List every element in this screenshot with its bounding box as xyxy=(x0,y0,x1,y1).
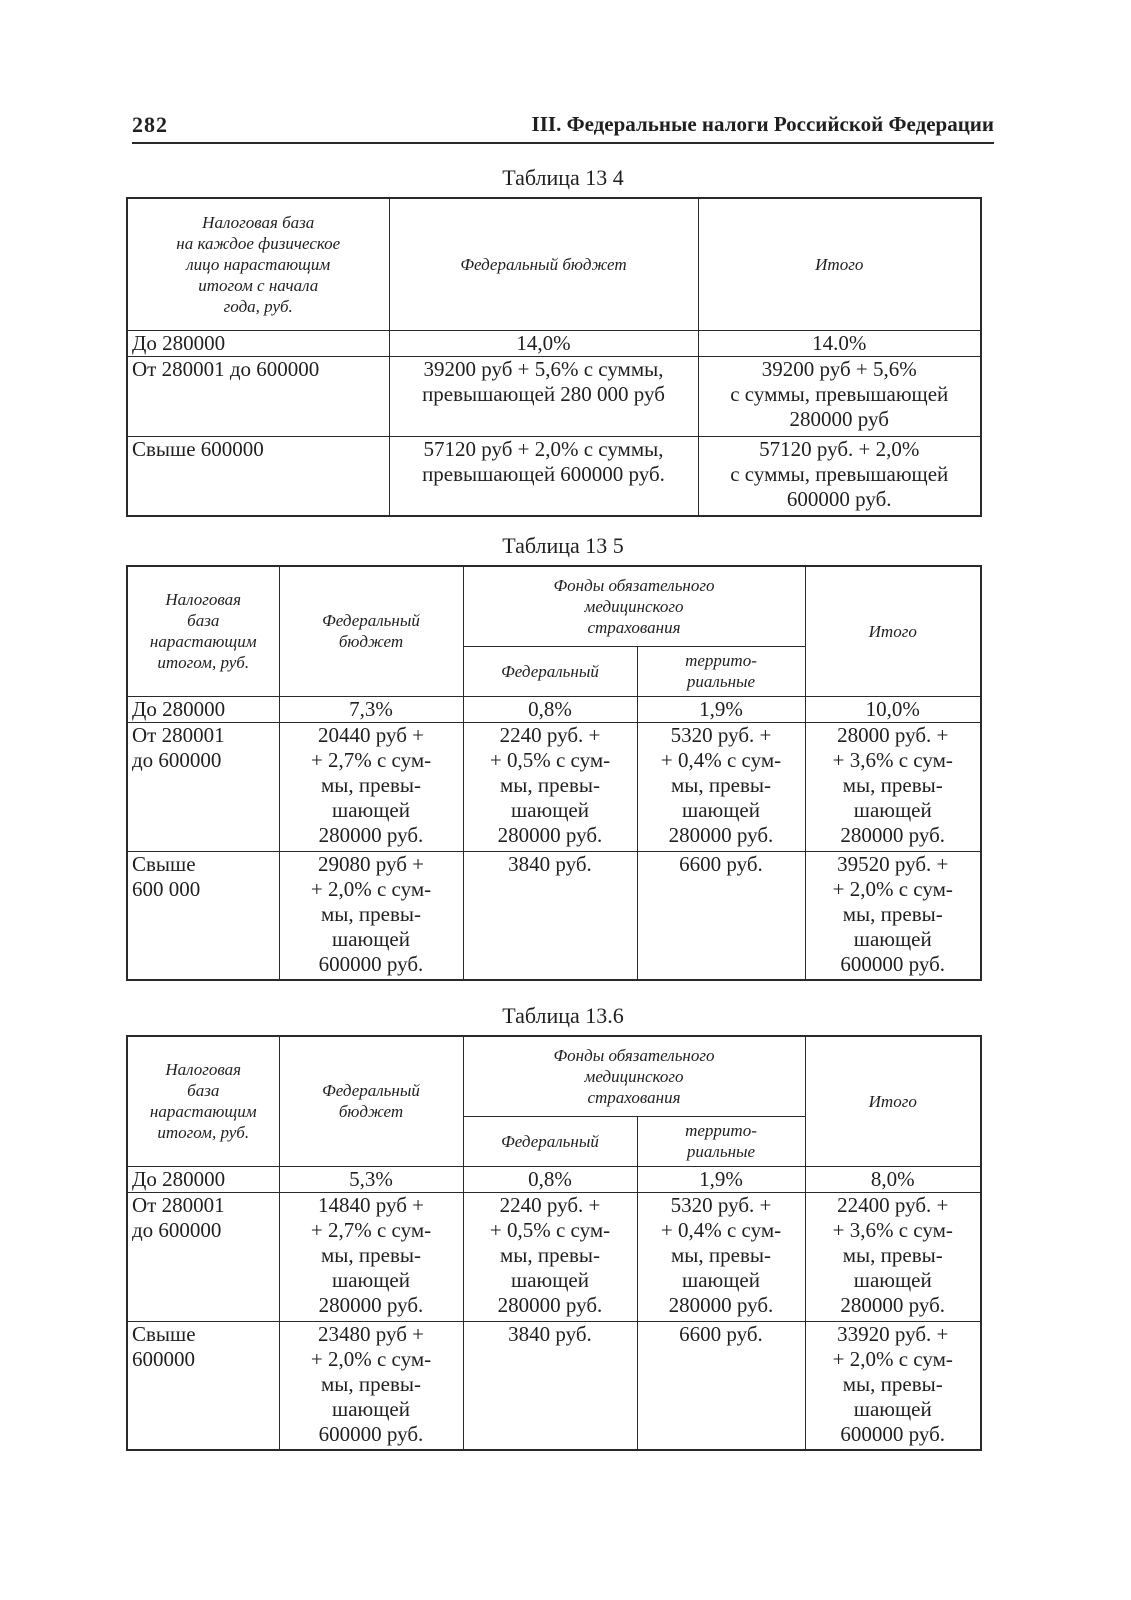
header-federal-budget: Федеральный бюджет xyxy=(389,198,698,330)
table-13-4 xyxy=(126,197,982,517)
header-medical-insurance-funds: Фонды обязательного медицинского страхования xyxy=(463,566,805,646)
table-13-6-caption: Таблица 13.6 xyxy=(502,1003,624,1028)
cell-federal-budget: 14840 руб + + 2,7% с сум- мы, превы- шающей 280000 руб. xyxy=(279,1192,463,1321)
table-header-row xyxy=(127,1036,981,1116)
cell-federal-budget: 5,3% xyxy=(279,1166,463,1192)
header-tax-base: Налоговая база нарастающим итогом, руб. xyxy=(127,566,279,696)
cell-tax-base: До 280000 xyxy=(127,696,279,722)
cell-federal-budget: 57120 руб + 2,0% с суммы, превышающей 600000 руб. xyxy=(389,436,698,516)
table-row xyxy=(127,1192,981,1321)
cell-fund-federal: 0,8% xyxy=(463,1166,637,1192)
cell-federal-budget: 39200 руб + 5,6% с суммы, превышающей 280 000 руб xyxy=(389,356,698,436)
cell-federal-budget: 29080 руб + + 2,0% с сум- мы, превы- шающей 600000 руб. xyxy=(279,851,463,980)
cell-total: 10,0% xyxy=(805,696,981,722)
header-total: Итого xyxy=(805,566,981,696)
cell-fund-federal: 3840 руб. xyxy=(463,851,637,980)
table-13-5-caption: Таблица 13 5 xyxy=(502,533,624,558)
cell-fund-territorial: 6600 руб. xyxy=(637,1321,805,1450)
table-row xyxy=(127,436,981,516)
table-header-row xyxy=(127,198,981,330)
header-total: Итого xyxy=(805,1036,981,1166)
cell-tax-base: Свыше 600000 xyxy=(127,436,389,516)
cell-federal-budget: 20440 руб + + 2,7% с сум- мы, превы- шающей 280000 руб. xyxy=(279,722,463,851)
cell-fund-federal: 2240 руб. + + 0,5% с сум- мы, превы- шающей 280000 руб. xyxy=(463,1192,637,1321)
cell-fund-territorial: 6600 руб. xyxy=(637,851,805,980)
header-total: Итого xyxy=(698,198,981,330)
cell-tax-base: От 280001 до 600000 xyxy=(127,356,389,436)
cell-federal-budget: 14,0% xyxy=(389,330,698,356)
table-13-5 xyxy=(126,565,982,981)
header-fund-territorial: террито- риальные xyxy=(637,1116,805,1166)
cell-total: 22400 руб. + + 3,6% с сум- мы, превы- шающей 280000 руб. xyxy=(805,1192,981,1321)
running-head xyxy=(132,112,994,144)
table-row xyxy=(127,356,981,436)
cell-fund-federal: 2240 руб. + + 0,5% с сум- мы, превы- шающей 280000 руб. xyxy=(463,722,637,851)
cell-total: 39520 руб. + + 2,0% с сум- мы, превы- шающей 600000 руб. xyxy=(805,851,981,980)
table-13-4-caption: Таблица 13 4 xyxy=(502,165,624,190)
table-row xyxy=(127,851,981,980)
header-fund-federal: Федеральный xyxy=(463,1116,637,1166)
cell-tax-base: От 280001 до 600000 xyxy=(127,1192,279,1321)
header-federal-budget: Федеральный бюджет xyxy=(279,566,463,696)
table-row xyxy=(127,696,981,722)
header-fund-federal: Федеральный xyxy=(463,646,637,696)
table-row xyxy=(127,722,981,851)
cell-total: 28000 руб. + + 3,6% с сум- мы, превы- шающей 280000 руб. xyxy=(805,722,981,851)
cell-tax-base: До 280000 xyxy=(127,1166,279,1192)
chapter-title: III. Федеральные налоги Российской Федерации xyxy=(531,112,994,136)
cell-total: 8,0% xyxy=(805,1166,981,1192)
table-header-row xyxy=(127,566,981,646)
cell-tax-base: От 280001 до 600000 xyxy=(127,722,279,851)
page-number: 282 xyxy=(132,112,168,137)
cell-federal-budget: 7,3% xyxy=(279,696,463,722)
cell-tax-base: Свыше 600000 xyxy=(127,1321,279,1450)
cell-total: 14.0% xyxy=(698,330,981,356)
header-tax-base: Налоговая база нарастающим итогом, руб. xyxy=(127,1036,279,1166)
cell-fund-territorial: 1,9% xyxy=(637,1166,805,1192)
header-federal-budget: Федеральный бюджет xyxy=(279,1036,463,1166)
cell-fund-federal: 0,8% xyxy=(463,696,637,722)
table-row xyxy=(127,330,981,356)
cell-total: 57120 руб. + 2,0% с суммы, превышающей 600000 руб. xyxy=(698,436,981,516)
cell-fund-territorial: 5320 руб. + + 0,4% с сум- мы, превы- шающей 280000 руб. xyxy=(637,722,805,851)
cell-tax-base: Свыше 600 000 xyxy=(127,851,279,980)
cell-tax-base: До 280000 xyxy=(127,330,389,356)
cell-fund-territorial: 5320 руб. + + 0,4% с сум- мы, превы- шающей 280000 руб. xyxy=(637,1192,805,1321)
table-13-6 xyxy=(126,1035,982,1451)
cell-federal-budget: 23480 руб + + 2,0% с сум- мы, превы- шающей 600000 руб. xyxy=(279,1321,463,1450)
cell-fund-territorial: 1,9% xyxy=(637,696,805,722)
cell-fund-federal: 3840 руб. xyxy=(463,1321,637,1450)
cell-total: 33920 руб. + + 2,0% с сум- мы, превы- шающей 600000 руб. xyxy=(805,1321,981,1450)
header-fund-territorial: террито- риальные xyxy=(637,646,805,696)
cell-total: 39200 руб + 5,6% с суммы, превышающей 280000 руб xyxy=(698,356,981,436)
table-row xyxy=(127,1321,981,1450)
header-tax-base: Налоговая база на каждое физическое лицо нарастающим итогом с начала года, руб. xyxy=(127,198,389,330)
header-medical-insurance-funds: Фонды обязательного медицинского страхования xyxy=(463,1036,805,1116)
table-row xyxy=(127,1166,981,1192)
